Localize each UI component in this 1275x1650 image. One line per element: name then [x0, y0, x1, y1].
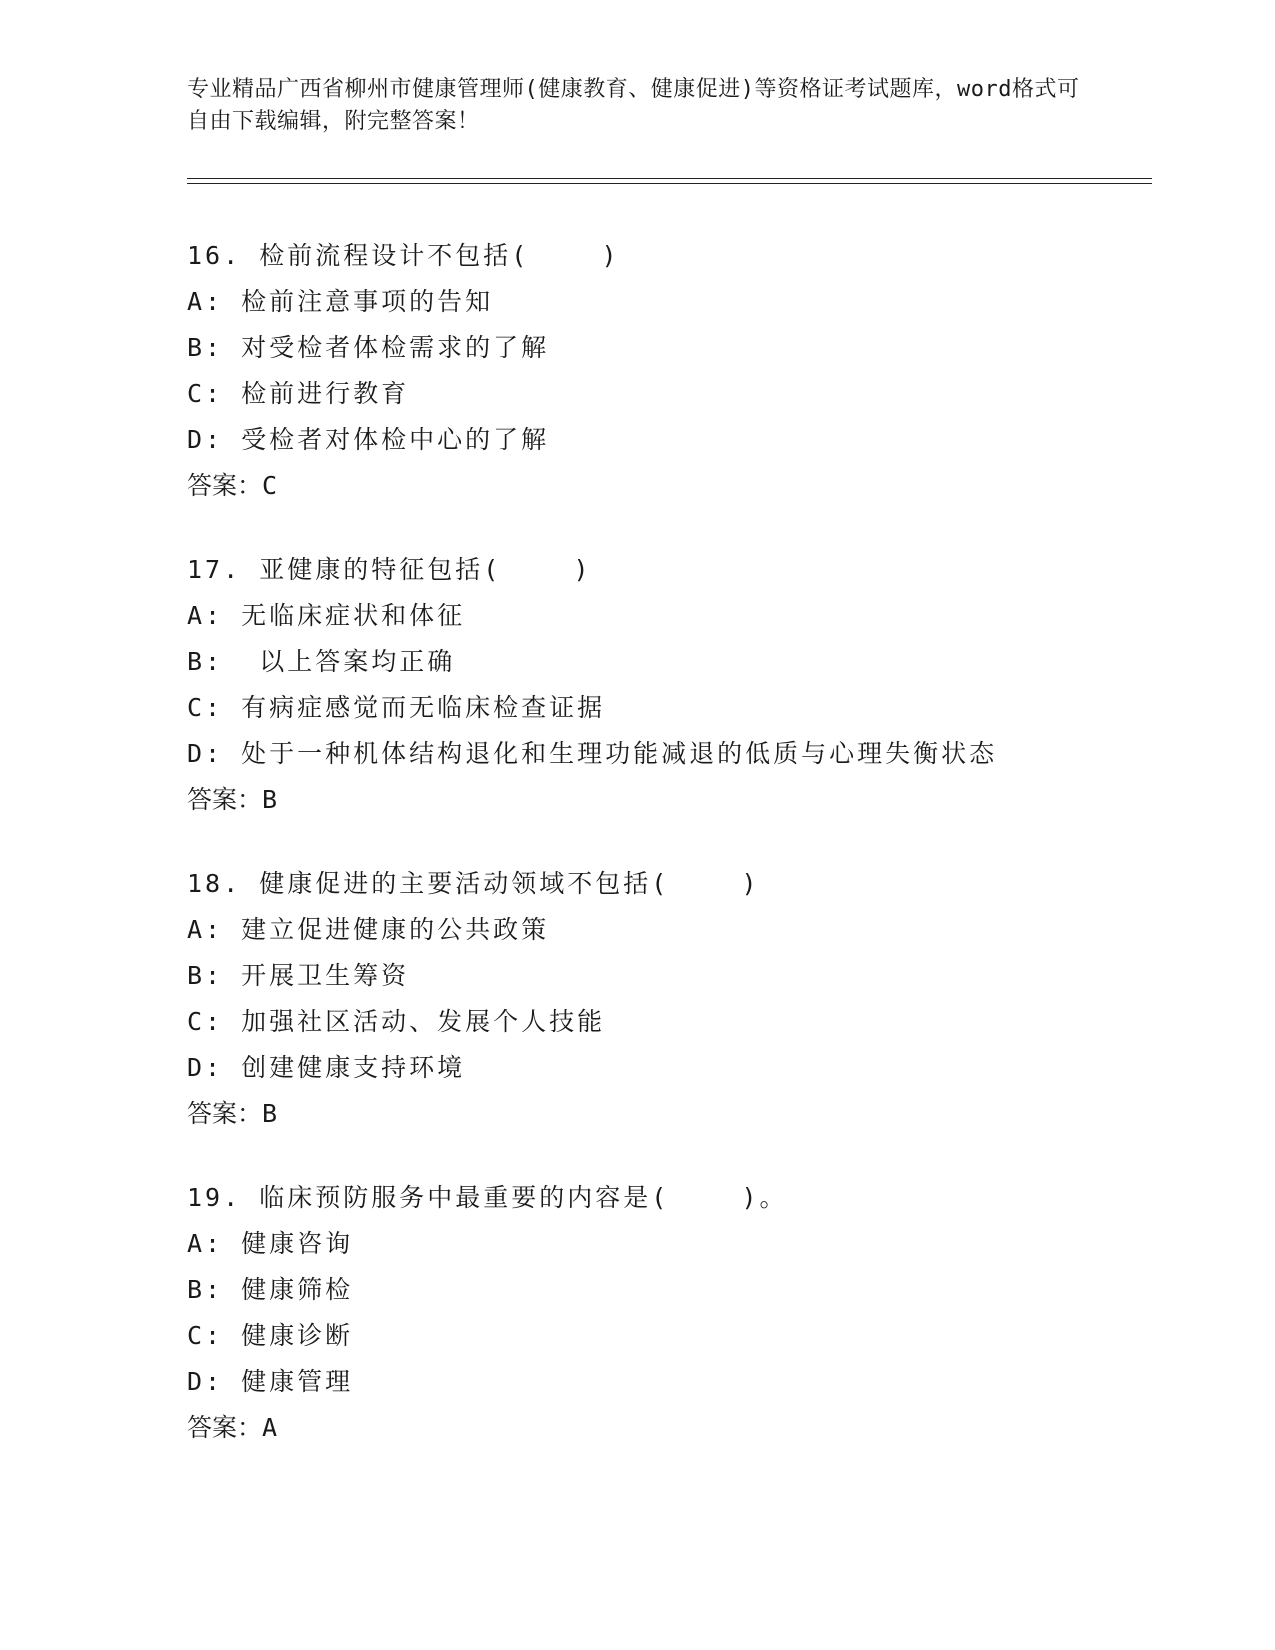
option-b: B: 以上答案均正确	[187, 647, 456, 676]
answer-line	[187, 1091, 1117, 1137]
answer-value: C	[262, 471, 278, 500]
answer-value: B	[262, 785, 278, 814]
option-c: C: 健康诊断	[187, 1321, 354, 1350]
answer-line	[187, 777, 1117, 823]
answer-line	[187, 1405, 1117, 1451]
option-a: A: 建立促进健康的公共政策	[187, 915, 550, 944]
header-divider-bottom	[187, 183, 1152, 184]
option-d: D: 创建健康支持环境	[187, 1053, 466, 1082]
option-d: D: 健康管理	[187, 1367, 354, 1396]
answer-label: 答案：	[187, 785, 263, 814]
question-stem: 19. 临床预防服务中最重要的内容是( )。	[187, 1183, 788, 1212]
answer-value: B	[262, 1099, 278, 1128]
option-c: C: 有病症感觉而无临床检查证据	[187, 693, 606, 722]
option-b: B: 健康筛检	[187, 1275, 354, 1304]
question-16	[187, 233, 1117, 509]
option-a: A: 无临床症状和体征	[187, 601, 466, 630]
question-17	[187, 547, 1117, 823]
question-stem: 17. 亚健康的特征包括( )	[187, 555, 592, 584]
option-d: D: 受检者对体检中心的了解	[187, 425, 550, 454]
option-d: D: 处于一种机体结构退化和生理功能减退的低质与心理失衡状态	[187, 739, 998, 768]
answer-line	[187, 463, 1117, 509]
option-c: C: 加强社区活动、发展个人技能	[187, 1007, 606, 1036]
header-divider-top	[187, 178, 1152, 179]
question-19	[187, 1175, 1117, 1451]
document-header: 专业精品广西省柳州市健康管理师(健康教育、健康促进)等资格证考试题库，word格式可自由下载编辑，附完整答案！	[187, 77, 1080, 134]
question-stem: 16. 检前流程设计不包括( )	[187, 241, 620, 270]
answer-label: 答案：	[187, 1413, 263, 1442]
question-18	[187, 861, 1117, 1137]
option-c: C: 检前进行教育	[187, 379, 410, 408]
question-stem: 18. 健康促进的主要活动领域不包括( )	[187, 869, 760, 898]
answer-label: 答案：	[187, 471, 263, 500]
answer-label: 答案：	[187, 1099, 263, 1128]
option-b: B: 开展卫生筹资	[187, 961, 410, 990]
option-a: A: 健康咨询	[187, 1229, 354, 1258]
option-b: B: 对受检者体检需求的了解	[187, 333, 550, 362]
answer-value: A	[262, 1413, 278, 1442]
option-a: A: 检前注意事项的告知	[187, 287, 494, 316]
